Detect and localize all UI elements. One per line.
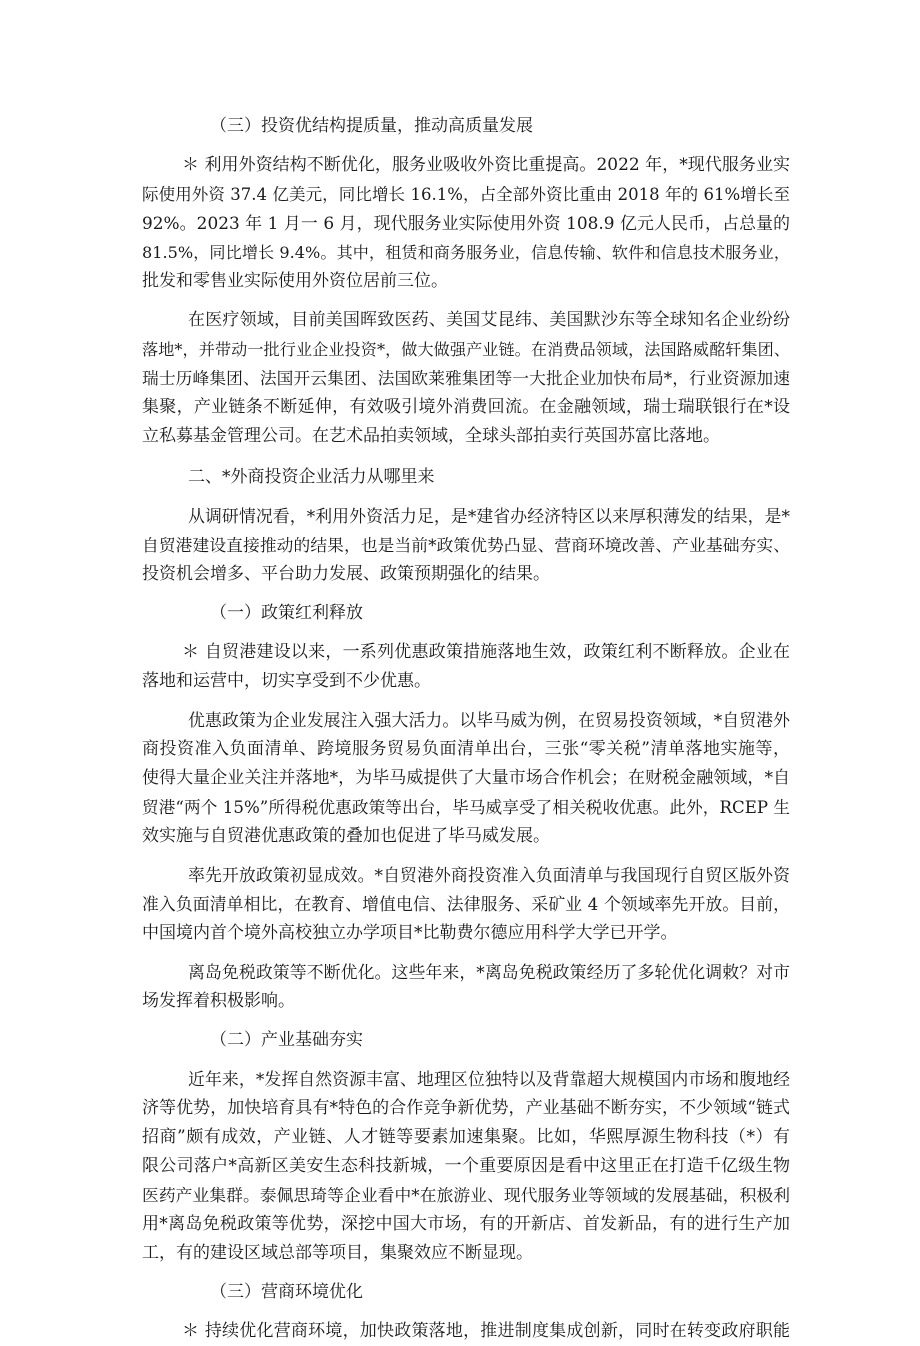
- text-line: 立私募基金管理公司。在艺术品拍卖领域，全球头部拍卖行英国苏富比落地。: [142, 426, 720, 446]
- text-line: 济等优势，加快培育具有*特色的合作竞争新优势，产业基础不断夯实，不少领域“链式: [142, 1098, 790, 1118]
- text-line: ＊ 利用外资结构不断优化，服务业吸收外资比重提高。2022 年，*现代服务业实: [182, 155, 790, 175]
- text-line: 优惠政策为企业发展注入强大活力。以毕马威为例，在贸易投资领域，*自贸港外: [188, 710, 790, 730]
- text-line: 效实施与自贸港优惠政策的叠加也促进了毕马威发展。: [142, 826, 550, 846]
- text-line: 率先开放政策初显成效。*自贸港外商投资准入负面清单与我国现行自贸区版外资: [188, 865, 790, 885]
- text-line: 瑞士历峰集团、法国开云集团、法国欧莱雅集团等一大批企业加快布局*，行业资源加速: [142, 368, 790, 388]
- text-line: 用*离岛免税政策等优势，深挖中国大市场，有的开新店、首发新品，有的进行生产加: [142, 1214, 790, 1234]
- paragraph-duty-free-policy: [142, 958, 790, 1016]
- section-heading-invest-structure: （三）投资优结构提质量，推动高质量发展: [210, 116, 533, 136]
- text-line: 落地和运营中，切实享受到不少优惠。: [142, 671, 431, 691]
- document-page: [142, 112, 790, 1346]
- text-line: 场发挥着积极影响。: [142, 991, 295, 1011]
- text-line: 际使用外资 37.4 亿美元，同比增长 16.1%，占全部外资比重由 2018 年的 61%增长至: [142, 185, 790, 204]
- text-line: 招商”颇有成效，产业链、人才链等要素加速集聚。比如，华熙厚源生物科技（*）有: [142, 1127, 790, 1147]
- text-line: 医药产业集群。泰佩思琦等企业看中*在旅游业、现代服务业等领域的发展基础，积极利: [142, 1185, 790, 1205]
- paragraph-policy-dividend: [142, 638, 790, 696]
- text-line: 贸港“两个 15%”所得税优惠政策等出台，毕马威享受了相关税收优惠。此外，RCEP 生: [142, 798, 790, 817]
- text-line: 92%。2023 年 1 月一 6 月，现代服务业实际使用外资 108.9 亿元人民币，占总量的: [142, 213, 790, 233]
- paragraph-industry-base: [142, 1065, 790, 1268]
- text-line: 使得大量企业关注并落地*，为毕马威提供了大量市场合作机会；在财税金融领域，*自: [142, 768, 790, 788]
- text-line: 81.5%，同比增长 9.4%。其中，租赁和商务服务业，信息传输、软件和信息技术服务业，: [142, 243, 790, 262]
- section-heading-policy-dividend: （一）政策红利释放: [210, 603, 363, 623]
- text-line: 离岛免税政策等不断优化。这些年来，*离岛免税政策经历了多轮优化调敕？对市: [188, 962, 790, 982]
- paragraph-kpmg-example: [142, 706, 790, 851]
- text-line: 落地*，并带动一批行业企业投资*，做大做强产业链。在消费品领域，法国路威酩轩集团、: [142, 340, 790, 359]
- text-line: 工，有的建设区域总部等项目，集聚效应不断显现。: [142, 1243, 533, 1263]
- paragraph-opening-policy: [142, 861, 790, 948]
- section-heading-industry-base: （二）产业基础夯实: [210, 1030, 363, 1050]
- text-line: 限公司落户*高新区美安生态科技新城，一个重要原因是看中这里正在打造千亿级生物: [142, 1156, 790, 1176]
- paragraph-research-findings: [142, 502, 790, 589]
- text-line: 从调研情况看，*利用外资活力足，是*建省办经济特区以来厚积薄发的结果，是*: [188, 506, 790, 526]
- section-heading-vitality-source: 二、*外商投资企业活力从哪里来: [188, 467, 435, 487]
- text-line: 批发和零售业实际使用外资位居前三位。: [142, 271, 448, 291]
- text-line: 近年来，*发挥自然资源丰富、地理区位独特以及背靠超大规模国内市场和腹地经: [188, 1069, 790, 1089]
- text-line: 在医疗领域，目前美国晖致医药、美国艾昆纬、美国默沙东等全球知名企业纷纷: [188, 310, 790, 330]
- section-heading-business-environment: （三）营商环境优化: [210, 1282, 363, 1302]
- paragraph-business-environment: [142, 1317, 790, 1346]
- text-line: 中国境内首个境外高校独立办学项目*比勒费尔德应用科学大学已开学。: [142, 923, 678, 943]
- text-line: 商投资准入负面清单、跨境服务贸易负面清单出台，三张“零关税”清单落地实施等，: [142, 739, 790, 759]
- paragraph-industry-examples: [142, 306, 790, 451]
- paragraph-foreign-investment-structure: [142, 151, 790, 296]
- text-line: 投资机会增多、平台助力发展、政策预期强化的结果。: [142, 564, 550, 584]
- text-line: ＊ 自贸港建设以来，一系列优惠政策措施落地生效，政策红利不断释放。企业在: [182, 642, 790, 662]
- text-line: 准入负面清单相比，在教育、增值电信、法律服务、采矿业 4 个领域率先开放。目前，: [142, 894, 790, 914]
- text-line: 自贸港建设直接推动的结果，也是当前*政策优势凸显、营商环境改善、产业基础夯实、: [142, 535, 790, 555]
- text-line: ＊ 持续优化营商环境，加快政策落地，推进制度集成创新，同时在转变政府职能: [182, 1321, 790, 1341]
- text-line: 集聚，产业链条不断延伸，有效吸引境外消费回流。在金融领域，瑞士瑞联银行在*设: [142, 397, 790, 417]
